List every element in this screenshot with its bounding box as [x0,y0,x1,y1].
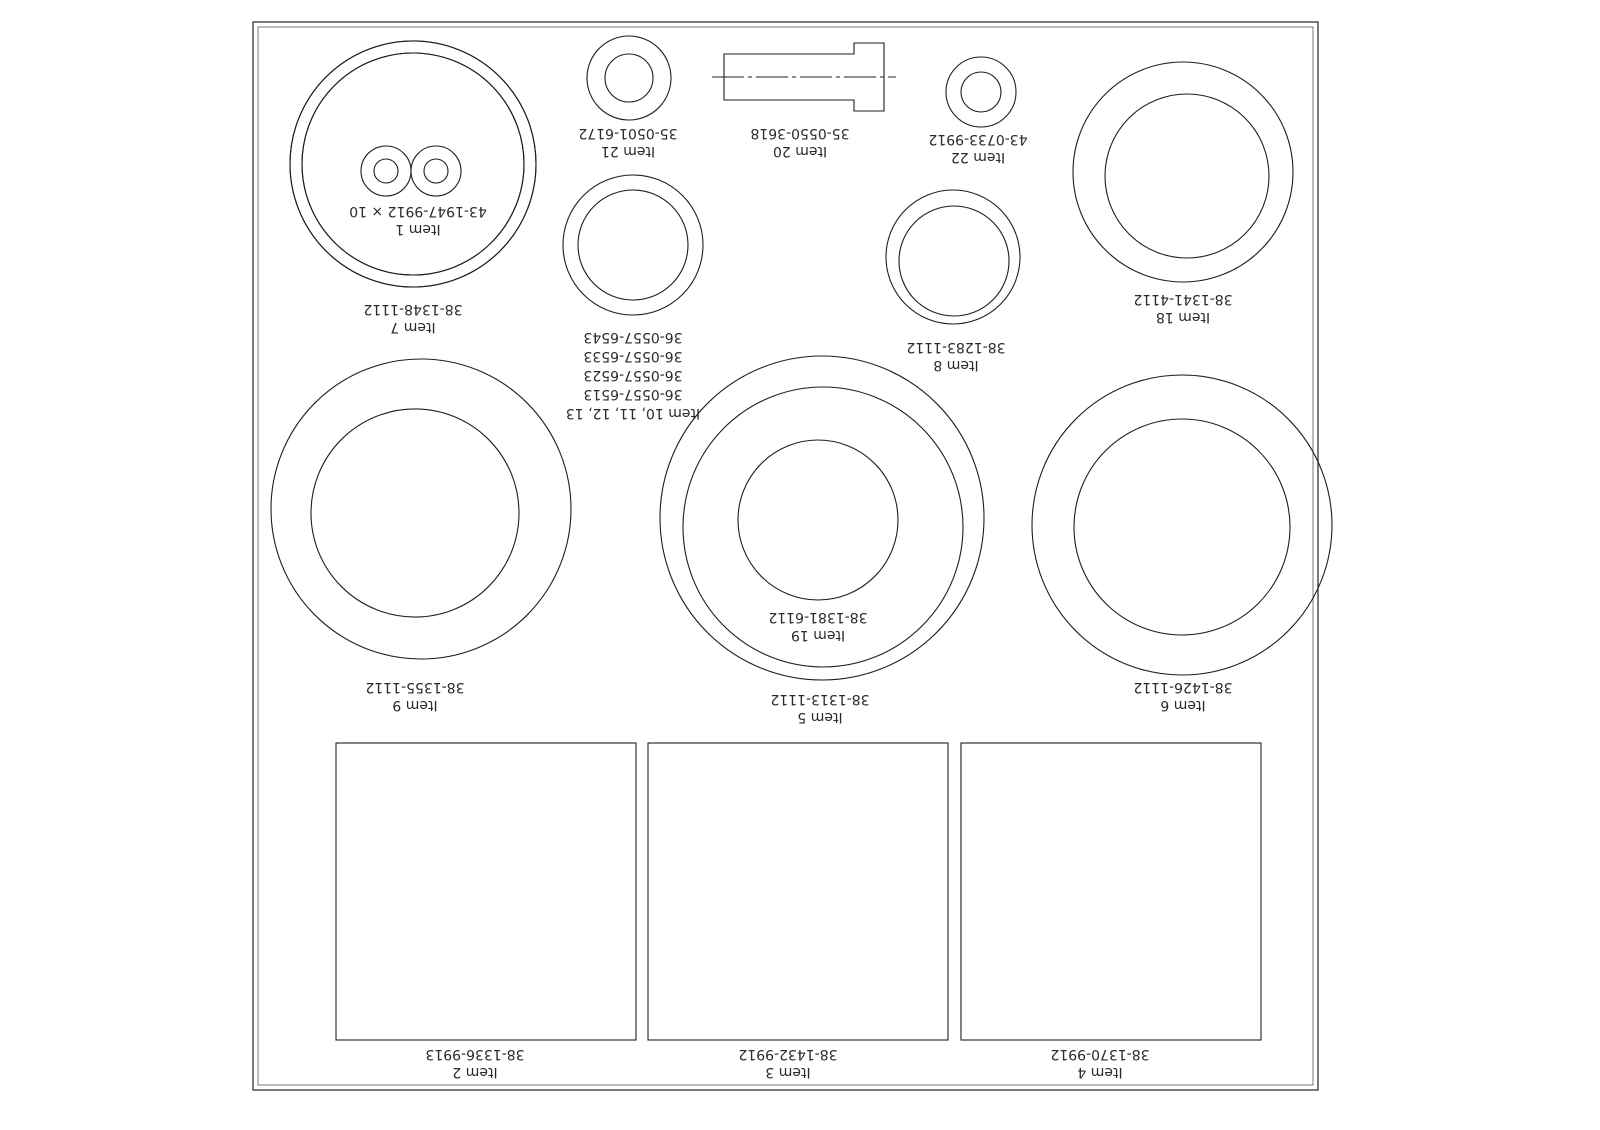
item2-title: Item 2 [452,1064,498,1080]
item10-label [566,329,700,421]
item4-square [961,743,1261,1040]
item5-title: Item 5 [797,709,843,725]
item1-part-number: 43-1947-9912 × 10 [349,203,487,219]
item9-label [365,679,464,713]
item6-ring [1032,375,1332,675]
item2-square [336,743,636,1040]
item8-part-number: 38-1283-1112 [906,339,1006,355]
item8-title: Item 8 [933,357,979,373]
item3-title: Item 3 [765,1064,811,1080]
item1-title: Item 1 [395,221,441,237]
item18-ring [1073,62,1293,282]
item2-part-number: 38-1336-9913 [425,1046,525,1062]
item21-label [578,125,677,159]
item4-part-number: 38-1370-9912 [1050,1046,1150,1062]
item4-label [1050,1046,1149,1080]
item8-label [906,339,1005,373]
item1-double-ring [361,146,461,196]
item10-ring [563,175,703,315]
item9-part-number: 38-1355-1112 [365,679,465,695]
item7-ring [290,41,536,287]
item5-part-number: 38-1313-1112 [770,691,870,707]
item10-part-number-3: 36-0557-6533 [583,348,683,364]
item6-part-number: 38-1426-1112 [1133,679,1233,695]
item21-part-number: 35-0501-6172 [578,125,678,141]
item22-title: Item 22 [950,149,1006,165]
item3-square [648,743,948,1040]
item2-label [425,1046,524,1080]
item20-label [750,125,849,159]
item21-ring [587,36,671,120]
item7-part-number: 38-1348-1112 [363,301,463,317]
item18-part-number: 38-1341-4112 [1133,291,1233,307]
item21-title: Item 21 [600,143,656,159]
item22-ring [946,57,1016,127]
item7-label [363,301,462,335]
item6-label [1133,679,1232,713]
item19-title: Item 19 [790,627,846,643]
item7-title: Item 7 [390,319,436,335]
item3-label [738,1046,837,1080]
item9-title: Item 9 [392,697,438,713]
outer-frame [253,22,1318,1090]
item4-title: Item 4 [1077,1064,1123,1080]
item22-part-number: 43-0733-9912 [928,131,1028,147]
item20-title: Item 20 [772,143,828,159]
item19-part-number: 38-1381-6112 [768,609,868,625]
item10-part-number-2: 36-0557-6523 [583,367,683,383]
item20-part-number: 35-0550-3618 [750,125,850,141]
item20-bolt [712,43,896,111]
item5-label [770,691,869,725]
item18-title: Item 18 [1155,309,1211,325]
item22-label [928,131,1027,165]
item10-title: Item 10, 11, 12, 13 [565,405,701,421]
item19-label [768,609,867,643]
item3-part-number: 38-1432-9912 [738,1046,838,1062]
item8-ring [886,190,1020,324]
item10-part-number-1: 36-0557-6513 [583,386,683,402]
item18-label [1133,291,1232,325]
item9-ring [271,359,571,659]
item6-title: Item 6 [1160,697,1206,713]
item1-label [349,203,487,237]
item10-part-number-4: 36-0557-6543 [583,329,683,345]
item19-disc [738,440,898,600]
